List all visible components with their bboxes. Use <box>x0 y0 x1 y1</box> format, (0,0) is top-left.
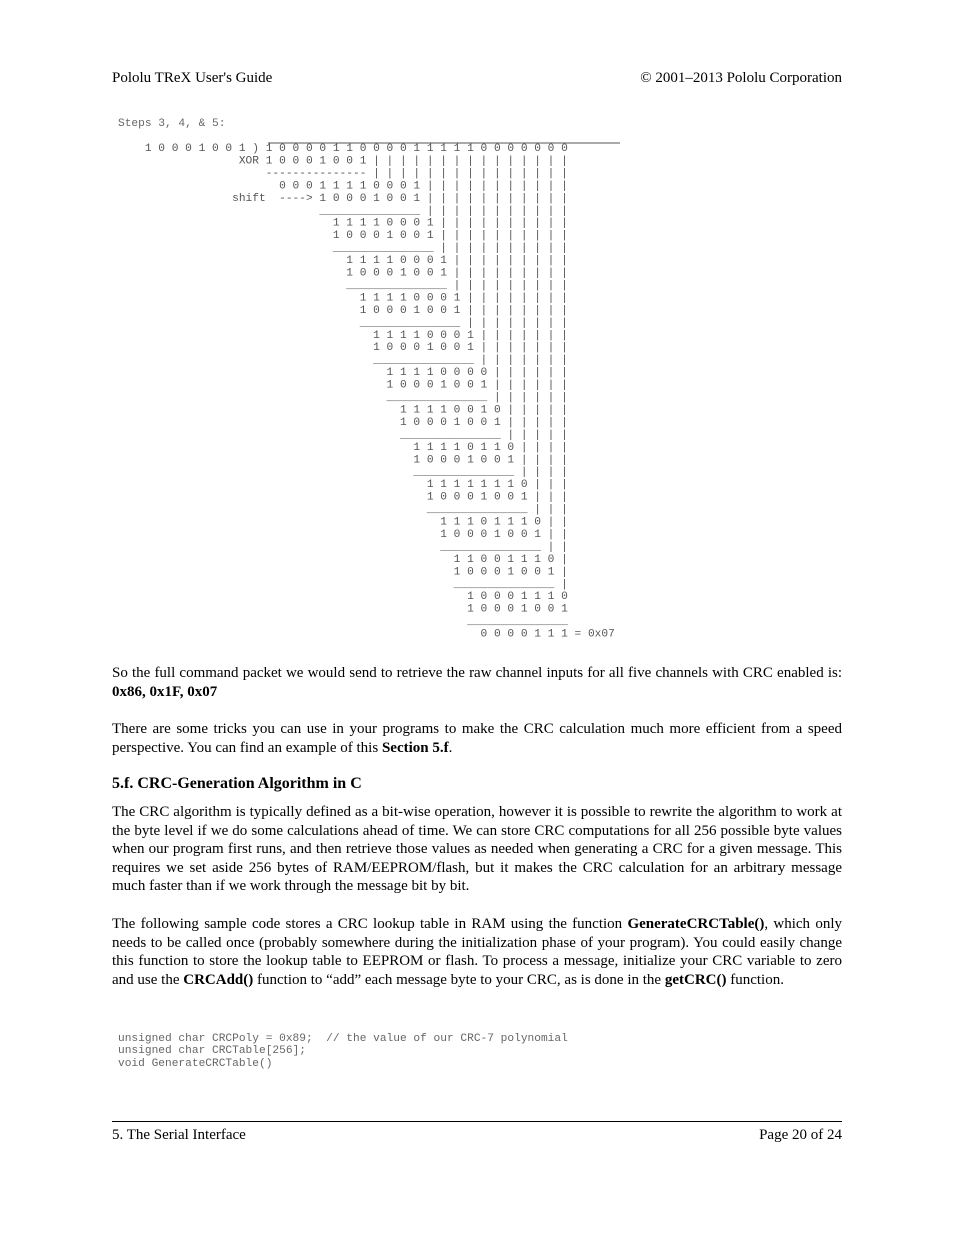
paragraph-tricks <box>112 720 842 757</box>
diagram-line: 1 0 0 0 1 0 0 1 | | | | | | | | | <box>118 267 568 280</box>
diagram-line: 1 0 0 0 1 1 1 0 <box>118 591 568 604</box>
diagram-line: --------------- | | | | | | | | | | | | | | | <box>118 167 568 180</box>
footer-chapter: 5. The Serial Interface <box>112 1127 246 1143</box>
diagram-line: 1 0 0 0 1 0 0 1 | | | | <box>118 454 568 467</box>
diagram-line: _______________ | | | | | | | | <box>118 317 568 330</box>
diagram-line: 1 0 0 0 1 0 0 1 | | | | | <box>118 416 568 429</box>
diagram-line: XOR 1 0 0 0 1 0 0 1 | | | | | | | | | | | | | | | <box>118 155 568 168</box>
diagram-line: _______________ <box>118 616 568 629</box>
diagram-line: _______________ | <box>118 578 568 591</box>
footer-page-number: Page 20 of 24 <box>759 1127 842 1143</box>
paragraph-end: . <box>448 739 453 756</box>
diagram-line: 1 1 1 1 0 0 1 0 | | | | | <box>118 404 568 417</box>
diagram-line: 1 0 0 0 1 0 0 1 | | | | | | | | <box>118 304 568 317</box>
paragraph-text: , which only needs to be called once (probably somewhere during the initialization phase of your program). You could easily change this function to store the lookup table to EEPROM or flash. To process a message, initialize your CRC variable to zero and use the <box>112 916 842 988</box>
paragraph-text: function. <box>726 971 784 988</box>
diagram-line: 0 0 0 1 1 1 1 0 0 0 1 | | | | | | | | | | | <box>118 180 568 193</box>
paragraph-text: So the full command packet we would send to retrieve the raw channel inputs for all five channels with CRC enabled is: <box>112 665 842 681</box>
diagram-line: 1 0 0 0 1 0 0 1 | | <box>118 528 568 541</box>
code-line: unsigned char CRCTable[256]; <box>118 1045 306 1058</box>
code-line: unsigned char CRCPoly = 0x89; // the value of our CRC-7 polynomial <box>118 1033 568 1045</box>
header-title: Pololu TReX User's Guide <box>112 70 273 86</box>
function-name-getcrc: getCRC() <box>664 971 727 988</box>
header-copyright: © 2001–2013 Pololu Corporation <box>640 70 842 86</box>
crc-division-diagram <box>118 141 718 646</box>
diagram-line: 1 1 1 1 0 0 0 1 | | | | | | | | | | <box>118 217 568 230</box>
diagram-line: 1 1 1 1 0 0 0 1 | | | | | | | | <box>118 292 568 305</box>
diagram-line: 1 0 0 0 1 0 0 1 | | | <box>118 491 568 504</box>
diagram-line: _______________ | | | | | | | | | <box>118 279 568 292</box>
section-heading: 5.f. CRC-Generation Algorithm in C <box>112 775 362 792</box>
steps-label: Steps 3, 4, & 5: <box>118 118 226 130</box>
paragraph-text: function to “add” each message byte to your CRC, as is done in the <box>253 971 665 988</box>
paragraph-text: The following sample code stores a CRC lookup table in RAM using the function <box>112 916 628 932</box>
diagram-line: 1 1 1 1 0 0 0 0 | | | | | | <box>118 367 568 380</box>
diagram-line: 1 1 0 0 1 1 1 0 | <box>118 553 568 566</box>
paragraph-sample-code <box>112 915 842 989</box>
diagram-line: _______________ | | | | | | | | | | | <box>118 205 568 218</box>
diagram-line: 1 0 0 0 1 0 0 1 | | | | | | <box>118 379 568 392</box>
paragraph-algorithm: The CRC algorithm is typically defined as a bit-wise operation, however it is possible to rewrite the algorithm to work at the byte level if we do some calculations ahead of time. We can store CRC computations for all 256 possible byte values when our program first runs, and then retrieve those values as needed when generating a CRC for a given message. This requires we set aside 256 bytes of RAM/EEPROM/flash, but it makes the CRC calculation for an arbitrary message much faster than if we work through the message bit by bit. <box>112 804 842 895</box>
diagram-line: 1 0 0 0 1 0 0 1 ) 1 0 0 0 0 1 1 0 0 0 0 1 1 1 1 1 0 0 0 0 0 0 0 <box>118 143 568 155</box>
diagram-line: 1 0 0 0 1 0 0 1 | <box>118 566 568 579</box>
diagram-line: 0 0 0 0 1 1 1 = 0x07 <box>118 628 615 641</box>
diagram-line: _______________ | | <box>118 541 568 554</box>
packet-bytes: 0x86, 0x1F, 0x07 <box>112 683 218 700</box>
diagram-line: 1 1 1 1 0 1 1 0 | | | | <box>118 441 568 454</box>
diagram-line: _______________ | | | <box>118 504 568 517</box>
function-name-crcadd: CRCAdd() <box>183 971 254 988</box>
diagram-line: shift ----> 1 0 0 0 1 0 0 1 | | | | | | | | | | | <box>118 192 568 205</box>
diagram-line: 1 1 1 1 1 1 1 0 | | | <box>118 479 568 492</box>
footer-divider <box>112 1121 842 1122</box>
diagram-line: 1 1 1 0 1 1 1 0 | | <box>118 516 568 529</box>
diagram-line: 1 1 1 1 0 0 0 1 | | | | | | | <box>118 329 568 342</box>
code-line: void GenerateCRCTable() <box>118 1057 273 1070</box>
code-block <box>118 1033 568 1070</box>
diagram-line: _______________ | | | | | <box>118 429 568 442</box>
section-reference: Section 5.f <box>381 739 449 756</box>
diagram-line: 1 0 0 0 1 0 0 1 | | | | | | | | | | <box>118 230 568 243</box>
paragraph-command-packet <box>112 664 842 701</box>
diagram-line: 1 0 0 0 1 0 0 1 | | | | | | | <box>118 342 568 355</box>
diagram-line: _______________ | | | | | | | <box>118 354 568 367</box>
diagram-line: _______________ | | | | <box>118 466 568 479</box>
function-name-generate: GenerateCRCTable() <box>627 916 765 932</box>
diagram-line: _______________ | | | | | | | | | | <box>118 242 568 255</box>
diagram-line: _______________ | | | | | | <box>118 392 568 404</box>
paragraph-text: There are some tricks you can use in your programs to make the CRC calculation much more efficient from a speed perspective. You can find an example of this <box>112 721 842 756</box>
diagram-line: 1 1 1 1 0 0 0 1 | | | | | | | | | <box>118 255 568 268</box>
diagram-line: 1 0 0 0 1 0 0 1 <box>118 603 568 616</box>
